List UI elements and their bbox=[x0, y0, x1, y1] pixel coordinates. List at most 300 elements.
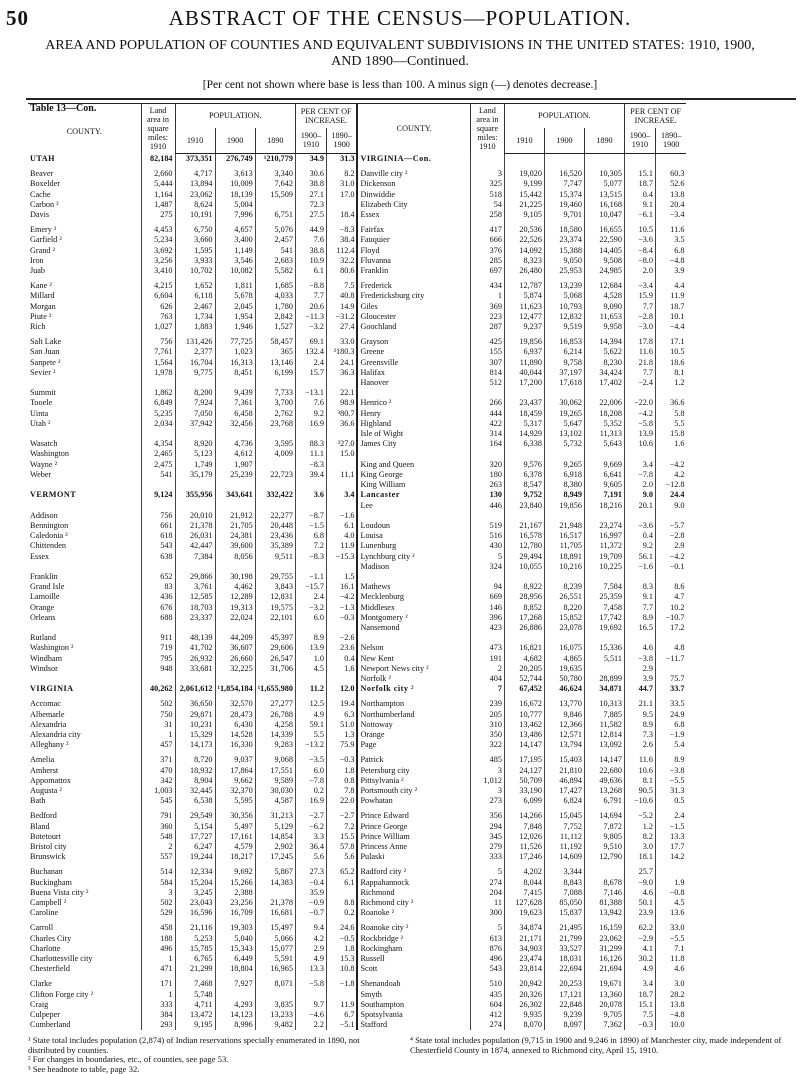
pop-1910-cell: 12,585 bbox=[175, 592, 215, 602]
pop-1910-cell: 3,660 bbox=[175, 235, 215, 245]
pct-1900-1910-cell: −8.3 bbox=[295, 460, 326, 470]
pct-1900-1910-cell: 20.6 bbox=[295, 302, 326, 312]
pop-1890-cell: 23,062 bbox=[584, 934, 624, 944]
pop-1890-cell: 23,768 bbox=[255, 419, 295, 429]
land-area-cell: 1,487 bbox=[141, 200, 175, 210]
pop-1890-cell: 12,814 bbox=[584, 730, 624, 740]
pop-1910-cell: 2,061,612 bbox=[175, 684, 215, 694]
pop-1890-cell: 13,515 bbox=[584, 190, 624, 200]
pop-1890-cell: 13,092 bbox=[584, 740, 624, 750]
pct-1890-1900-cell: 65.2 bbox=[326, 867, 357, 877]
pop-1900-cell: 3,344 bbox=[544, 867, 584, 877]
pct-1890-1900-cell: 4.7 bbox=[655, 592, 686, 602]
pct-1890-1900-cell bbox=[655, 511, 686, 521]
land-area-cell: 496 bbox=[470, 954, 504, 964]
pop-1900-cell: 14,528 bbox=[215, 730, 255, 740]
pct-1890-1900-cell: 14.2 bbox=[655, 852, 686, 862]
pop-1910-cell: 7,848 bbox=[504, 822, 544, 832]
county-name: Sevier ² bbox=[30, 367, 56, 377]
pct-1900-1910-cell: 7.6 bbox=[295, 398, 326, 408]
pop-1900-cell: 22,694 bbox=[544, 964, 584, 974]
pop-1890-cell: 10,305 bbox=[584, 169, 624, 179]
pop-1910-cell: 10,055 bbox=[504, 562, 544, 572]
county-name: Buena Vista city ² bbox=[30, 887, 89, 897]
county-name: Washington bbox=[30, 449, 69, 459]
land-area-cell: 146 bbox=[470, 603, 504, 613]
pct-1900-1910-cell: 21.1 bbox=[624, 699, 655, 709]
table-row bbox=[28, 755, 686, 765]
pop-1890-cell bbox=[255, 674, 295, 684]
pop-1890-cell bbox=[584, 664, 624, 674]
county-name: Alexandria city bbox=[30, 729, 81, 739]
county-name: Dinwiddie bbox=[357, 190, 470, 200]
land-area-cell: 543 bbox=[470, 964, 504, 974]
pct-1890-1900-cell: 11.6 bbox=[655, 225, 686, 235]
table-row bbox=[28, 623, 686, 633]
pop-1900-cell: 16,313 bbox=[215, 358, 255, 368]
pop-1890-cell: 35,389 bbox=[255, 541, 295, 551]
table-row bbox=[28, 908, 686, 918]
pop-1890-cell: ¹1,655,980 bbox=[255, 684, 295, 694]
pct-1900-1910-cell: 2.6 bbox=[624, 740, 655, 750]
county-name: Botetourt bbox=[30, 831, 61, 841]
table-row bbox=[28, 398, 686, 408]
county-name: Fauquier bbox=[357, 235, 470, 245]
pct-1900-1910-cell: 59.1 bbox=[295, 720, 326, 730]
pop-1910-cell: 15,442 bbox=[504, 190, 544, 200]
pct-1900-1910-cell: 11.2 bbox=[295, 684, 326, 694]
table-row bbox=[28, 643, 686, 653]
pop-1900-cell bbox=[215, 674, 255, 684]
pop-1900-cell: 17,864 bbox=[215, 766, 255, 776]
pct-1900-1910-cell: 4.9 bbox=[624, 964, 655, 974]
pop-1890-cell: 9,068 bbox=[255, 755, 295, 765]
pct-1890-1900-cell: 8.9 bbox=[655, 755, 686, 765]
pop-1890-cell: 29,606 bbox=[255, 643, 295, 653]
pct-1900-1910-cell: 16.9 bbox=[295, 796, 326, 806]
pop-1900-cell: 9,050 bbox=[544, 256, 584, 266]
county-name: Cache bbox=[30, 189, 51, 199]
year-1910-header: 1910 bbox=[175, 128, 215, 154]
county-name bbox=[28, 378, 141, 388]
table-label: Table 13—Con. bbox=[30, 103, 97, 114]
pct-1900-1910-cell: −0.7 bbox=[295, 908, 326, 918]
pop-1890-cell: 31,299 bbox=[584, 944, 624, 954]
pct-1890-1900-cell: 1.8 bbox=[326, 766, 357, 776]
pct-1890-1900-cell: 13.8 bbox=[655, 190, 686, 200]
pct-1900-1910-cell: 1.2 bbox=[624, 822, 655, 832]
pop-1900-cell: 1,946 bbox=[215, 322, 255, 332]
pct-1900-1910-cell: 10.5 bbox=[624, 225, 655, 235]
pop-1890-cell: 6,791 bbox=[584, 796, 624, 806]
pop-1910-cell: 9,105 bbox=[504, 210, 544, 220]
pop-1900-cell: 1,954 bbox=[215, 312, 255, 322]
pop-1890-cell: 12,831 bbox=[255, 592, 295, 602]
pop-1890-cell: 16,681 bbox=[255, 908, 295, 918]
pct-1900-1910-cell: 4.5 bbox=[295, 664, 326, 674]
pop-1890-cell: 15,077 bbox=[255, 944, 295, 954]
pop-1900-cell: 11,192 bbox=[544, 842, 584, 852]
pop-1900-cell: 11,705 bbox=[544, 541, 584, 551]
pop-1890-cell: 26,547 bbox=[255, 654, 295, 664]
pop-1890-cell: 9,705 bbox=[584, 1010, 624, 1020]
pct-1900-1910-cell: −7.8 bbox=[624, 470, 655, 480]
county-name: Weber bbox=[30, 469, 52, 479]
table-row bbox=[28, 633, 686, 643]
county-name: Clifton Forge city ² bbox=[30, 989, 94, 999]
pct-1890-1900-cell: 51.0 bbox=[326, 720, 357, 730]
pop-1910-cell: 8,922 bbox=[504, 582, 544, 592]
pop-1910-cell: 19,856 bbox=[504, 337, 544, 347]
county-name: Uinta bbox=[30, 408, 49, 418]
county-name: Iron bbox=[30, 255, 44, 265]
land-area-cell: 5 bbox=[470, 867, 504, 877]
pct-1890-1900-cell: 36.6 bbox=[326, 419, 357, 429]
pop-1900-cell bbox=[544, 572, 584, 582]
pct-1890-1900-cell: 3.5 bbox=[655, 235, 686, 245]
land-area-cell: 204 bbox=[470, 888, 504, 898]
pct-1890-1900-cell: 75.7 bbox=[655, 674, 686, 684]
table-row bbox=[28, 923, 686, 933]
pop-1890-cell: 15,336 bbox=[584, 643, 624, 653]
land-area-header-right: Land area in square miles: 1910 bbox=[470, 104, 504, 154]
land-area-cell: 435 bbox=[470, 990, 504, 1000]
pop-1890-cell: 9,669 bbox=[584, 460, 624, 470]
pct-1890-1900-cell: 3.4 bbox=[326, 490, 357, 500]
pct-1890-1900-cell: 5.4 bbox=[655, 740, 686, 750]
pct-1900-1910-cell: −2.4 bbox=[624, 378, 655, 388]
table-row bbox=[28, 582, 686, 592]
pop-1900-cell: 30,062 bbox=[544, 398, 584, 408]
pop-1890-cell: 29,755 bbox=[255, 572, 295, 582]
land-area-cell: 412 bbox=[470, 1010, 504, 1020]
land-area-cell: 3 bbox=[470, 169, 504, 179]
pct-1900-1910-cell: 15.7 bbox=[295, 368, 326, 378]
top-rule bbox=[26, 98, 796, 100]
county-name: Goochland bbox=[357, 322, 470, 332]
pop-1900-cell: 15,837 bbox=[544, 908, 584, 918]
pop-1890-cell: 12,684 bbox=[584, 281, 624, 291]
county-name: Lamoille bbox=[30, 592, 60, 602]
pct-1890-1900-cell: 19.4 bbox=[326, 699, 357, 709]
county-name bbox=[28, 674, 141, 684]
pct-1890-1900-cell: 31.3 bbox=[655, 786, 686, 796]
pop-1900-cell: 17,121 bbox=[544, 990, 584, 1000]
pop-1910-cell: 15,785 bbox=[175, 944, 215, 954]
pop-1890-cell: 2,842 bbox=[255, 312, 295, 322]
table-row bbox=[28, 832, 686, 842]
pct-1890-1900-cell: 6.1 bbox=[326, 878, 357, 888]
county-name bbox=[28, 480, 141, 490]
pop-1900-cell: 9,239 bbox=[544, 1010, 584, 1020]
table-row bbox=[28, 811, 686, 821]
pct-1900-1910-cell bbox=[295, 378, 326, 388]
pop-1910-cell: 21,171 bbox=[504, 934, 544, 944]
pop-1910-cell: 6,247 bbox=[175, 842, 215, 852]
pop-1890-cell: ¹210,779 bbox=[255, 154, 295, 165]
land-area-cell: 342 bbox=[141, 776, 175, 786]
table-row bbox=[28, 256, 686, 266]
pct-1890-1900-cell: 80.6 bbox=[326, 266, 357, 276]
land-area-cell: 510 bbox=[470, 979, 504, 989]
pop-1900-cell: 8,239 bbox=[544, 582, 584, 592]
pop-1910-cell bbox=[175, 623, 215, 633]
pop-1890-cell: 2,457 bbox=[255, 235, 295, 245]
county-name: Grand Isle bbox=[30, 582, 65, 592]
land-area-cell: 82,184 bbox=[141, 154, 175, 165]
pct-1890-1900-cell: −1.3 bbox=[326, 603, 357, 613]
county-name: Norfolk city ² bbox=[357, 684, 470, 694]
pct-1890-1900-cell: 31.0 bbox=[326, 179, 357, 189]
pct-1900-1910-cell: 6.8 bbox=[295, 531, 326, 541]
county-name: Utah ² bbox=[30, 418, 51, 428]
pop-1910-cell: 19,020 bbox=[504, 169, 544, 179]
pop-1890-cell: 11,582 bbox=[584, 720, 624, 730]
pct-1890-1900-cell: 24.1 bbox=[326, 358, 357, 368]
county-name: Pulaski bbox=[357, 852, 470, 862]
pop-1910-cell: 131,426 bbox=[175, 337, 215, 347]
pop-1910-cell: 42,447 bbox=[175, 541, 215, 551]
land-area-cell: 3,692 bbox=[141, 246, 175, 256]
table-header bbox=[28, 104, 686, 154]
pct-1890-1900-cell: 23.6 bbox=[326, 643, 357, 653]
table-title-line-1: AREA AND POPULATION OF COUNTIES AND EQUIVALENT SUBDIVISIONS IN THE UNITED STATES: 1910, 1900, bbox=[45, 38, 755, 53]
pop-1900-cell: 10,009 bbox=[215, 179, 255, 189]
pct-1890-1900-cell: −0.8 bbox=[655, 888, 686, 898]
table-row bbox=[28, 613, 686, 623]
pop-1890-cell: 11,653 bbox=[584, 312, 624, 322]
pop-1890-cell: 9,511 bbox=[255, 552, 295, 562]
pop-1900-cell: 4,865 bbox=[544, 654, 584, 664]
pct-1900-1910-cell: 2.9 bbox=[295, 944, 326, 954]
pct-1890-1900-cell: 2.9 bbox=[655, 541, 686, 551]
land-area-cell bbox=[470, 388, 504, 398]
land-area-cell: 485 bbox=[470, 755, 504, 765]
pct-1890-1900-cell: ³180.3 bbox=[326, 347, 357, 357]
pop-1900-cell: 3,400 bbox=[215, 235, 255, 245]
pop-1910-cell bbox=[175, 378, 215, 388]
pop-1890-cell: 1,780 bbox=[255, 302, 295, 312]
pct-1890-1900-cell: 17.1 bbox=[655, 337, 686, 347]
pop-1900-cell: 8,056 bbox=[215, 552, 255, 562]
land-area-cell: 371 bbox=[141, 755, 175, 765]
pct-1900-1910-cell: −8.7 bbox=[295, 511, 326, 521]
pop-1890-cell: 7,885 bbox=[584, 710, 624, 720]
land-area-cell: 425 bbox=[470, 337, 504, 347]
pct-1900-1910-cell: −6.1 bbox=[624, 210, 655, 220]
pct-1890-1900-cell bbox=[326, 674, 357, 684]
pct-1900-1910-cell: 27.5 bbox=[295, 210, 326, 220]
pop-1910-cell: 6,765 bbox=[175, 954, 215, 964]
land-area-cell bbox=[141, 501, 175, 511]
pct-1890-1900-cell: 15.3 bbox=[326, 954, 357, 964]
pct-1900-1910-cell: −9.0 bbox=[624, 878, 655, 888]
pop-1900-cell: 3,613 bbox=[215, 169, 255, 179]
pop-1910-cell: 15,329 bbox=[175, 730, 215, 740]
pct-1900-1910-cell: −0.4 bbox=[295, 878, 326, 888]
pop-1890-cell: 19,575 bbox=[255, 603, 295, 613]
pop-1900-cell: 14,609 bbox=[544, 852, 584, 862]
pop-1890-cell: 22,590 bbox=[584, 235, 624, 245]
pop-1890-cell: 21,378 bbox=[255, 898, 295, 908]
pop-1900-cell bbox=[544, 154, 584, 165]
pop-1910-cell: 10,702 bbox=[175, 266, 215, 276]
pct-1890-1900-cell bbox=[326, 501, 357, 511]
table-row bbox=[28, 190, 686, 200]
pct-1900-1910-cell: 3.0 bbox=[624, 842, 655, 852]
pct-1900-1910-cell: −11.3 bbox=[295, 312, 326, 322]
pop-1890-cell: 5,352 bbox=[584, 419, 624, 429]
pop-1910-cell: 6,118 bbox=[175, 291, 215, 301]
land-area-cell: 444 bbox=[470, 409, 504, 419]
county-name: Carroll bbox=[30, 923, 54, 933]
table-row bbox=[28, 388, 686, 398]
county-name: Lynchburg city ² bbox=[357, 552, 470, 562]
county-name: Beaver bbox=[30, 169, 54, 179]
pct-1900-1910-cell: 15.1 bbox=[624, 1000, 655, 1010]
pct-1900-1910-cell: 36.4 bbox=[295, 842, 326, 852]
pop-1890-cell: 365 bbox=[255, 347, 295, 357]
county-name: Greene bbox=[357, 347, 470, 357]
pct-1890-1900-cell: 38.4 bbox=[326, 235, 357, 245]
pop-1910-cell: 6,378 bbox=[504, 470, 544, 480]
pct-1900-1910-header-right: 1900–1910 bbox=[624, 128, 655, 154]
pct-1900-1910-cell: 16.9 bbox=[295, 419, 326, 429]
pct-1900-1910-cell: 15.1 bbox=[624, 169, 655, 179]
pop-1890-cell: 5,867 bbox=[255, 867, 295, 877]
pct-1890-1900-cell: 0.4 bbox=[326, 654, 357, 664]
land-area-cell: 1 bbox=[141, 990, 175, 1000]
pct-1900-1910-cell: 11.6 bbox=[624, 347, 655, 357]
pop-1900-cell: 1,811 bbox=[215, 281, 255, 291]
land-area-cell: 3 bbox=[470, 766, 504, 776]
pop-1900-cell: 5,732 bbox=[544, 439, 584, 449]
pop-1900-cell: 85,050 bbox=[544, 898, 584, 908]
table-row bbox=[28, 266, 686, 276]
county-name: Spotsylvania bbox=[357, 1010, 470, 1020]
pct-1890-1900-cell: 4.5 bbox=[655, 898, 686, 908]
pop-1900-cell: 1,149 bbox=[215, 246, 255, 256]
land-area-cell: 2,660 bbox=[141, 169, 175, 179]
land-area-cell: 436 bbox=[141, 592, 175, 602]
pop-1890-cell bbox=[255, 888, 295, 898]
pop-1890-cell: 24,985 bbox=[584, 266, 624, 276]
pct-1890-1900-cell: −4.2 bbox=[655, 460, 686, 470]
pop-1890-cell: 22,680 bbox=[584, 766, 624, 776]
table-row bbox=[28, 842, 686, 852]
pop-1900-cell: 22,848 bbox=[544, 1000, 584, 1010]
pop-1900-cell: 30,198 bbox=[215, 572, 255, 582]
county-name: Wayne ² bbox=[30, 459, 58, 469]
state-name: UTAH bbox=[30, 153, 56, 163]
pct-1890-1900-cell: 4.4 bbox=[655, 281, 686, 291]
land-area-cell bbox=[141, 480, 175, 490]
pop-1890-cell: 16,655 bbox=[584, 225, 624, 235]
county-name: Charlottesville city bbox=[30, 954, 93, 964]
pct-1890-1900-cell: 60.3 bbox=[655, 169, 686, 179]
pop-1910-cell: 16,704 bbox=[175, 358, 215, 368]
county-name: Buchanan bbox=[30, 867, 63, 877]
land-area-cell: 1,164 bbox=[141, 190, 175, 200]
year-1910-header-right: 1910 bbox=[504, 128, 544, 154]
pct-1890-1900-cell bbox=[655, 572, 686, 582]
county-name: Petersburg city bbox=[357, 766, 470, 776]
county-name: Southampton bbox=[357, 1000, 470, 1010]
pop-1900-cell bbox=[215, 990, 255, 1000]
pop-1900-cell: 9,701 bbox=[544, 210, 584, 220]
pop-1890-cell: 9,510 bbox=[584, 842, 624, 852]
pct-1900-1910-cell: 56.1 bbox=[624, 552, 655, 562]
pop-1890-cell: 18,216 bbox=[584, 501, 624, 511]
pop-1900-cell: 16,853 bbox=[544, 337, 584, 347]
pop-1890-cell: 3,843 bbox=[255, 582, 295, 592]
pct-1890-1900-cell: 10.8 bbox=[326, 964, 357, 974]
land-area-cell: 661 bbox=[141, 521, 175, 531]
pop-1890-cell: 45,397 bbox=[255, 633, 295, 643]
pct-1900-1910-cell: 9.2 bbox=[295, 409, 326, 419]
pct-1900-1910-cell: 7.3 bbox=[624, 730, 655, 740]
pop-1910-cell: 20,536 bbox=[504, 225, 544, 235]
pop-1910-cell: 1,652 bbox=[175, 281, 215, 291]
county-name bbox=[357, 449, 470, 459]
pct-1890-1900-cell: 24.9 bbox=[655, 710, 686, 720]
pct-1890-1900-cell: −8.3 bbox=[326, 225, 357, 235]
county-name: Fairfax bbox=[357, 225, 470, 235]
county-name: Montgomery ² bbox=[357, 613, 470, 623]
table-row bbox=[28, 281, 686, 291]
land-area-cell bbox=[141, 378, 175, 388]
pop-1900-cell: 7,996 bbox=[215, 210, 255, 220]
land-area-cell: 519 bbox=[470, 521, 504, 531]
pop-1890-cell: 30,030 bbox=[255, 786, 295, 796]
footnote: ³ See headnote to table, page 32. bbox=[28, 1063, 140, 1074]
county-name: Rockbridge ² bbox=[357, 934, 470, 944]
pop-1910-cell: 16,672 bbox=[504, 699, 544, 709]
pct-1890-1900-cell: 98.9 bbox=[326, 398, 357, 408]
pop-1910-cell: 3,933 bbox=[175, 256, 215, 266]
pct-1890-1900-cell: −5.5 bbox=[655, 776, 686, 786]
pct-1890-1900-cell: 3.0 bbox=[655, 979, 686, 989]
pct-1890-1900-cell: −1.6 bbox=[326, 511, 357, 521]
pct-1890-1900-cell: 2.4 bbox=[655, 811, 686, 821]
pct-1890-1900-cell: 6.1 bbox=[326, 521, 357, 531]
pct-1890-1900-cell: −2.6 bbox=[326, 633, 357, 643]
land-area-cell: 795 bbox=[141, 654, 175, 664]
pct-1900-1910-cell: 11.1 bbox=[295, 449, 326, 459]
pct-1900-1910-cell: 16.5 bbox=[624, 623, 655, 633]
pop-1890-cell: 5,643 bbox=[584, 439, 624, 449]
pct-1890-1900-cell: −4.8 bbox=[655, 1010, 686, 1020]
pct-1890-1900-cell: 8.2 bbox=[326, 169, 357, 179]
pop-1910-cell: 20,326 bbox=[504, 990, 544, 1000]
pct-1900-1910-cell: 10.6 bbox=[624, 439, 655, 449]
pop-1900-cell: 4,736 bbox=[215, 439, 255, 449]
county-name: Mecklenburg bbox=[357, 592, 470, 602]
pop-1900-cell: 13,770 bbox=[544, 699, 584, 709]
pct-1890-1900-cell: 11.9 bbox=[326, 1000, 357, 1010]
county-name: Bedford bbox=[30, 811, 57, 821]
pct-1890-1900-cell bbox=[326, 480, 357, 490]
pop-1910-cell: 9,775 bbox=[175, 368, 215, 378]
pop-1900-cell: 343,641 bbox=[215, 490, 255, 500]
pop-1890-cell: 6,751 bbox=[255, 210, 295, 220]
table-row bbox=[28, 552, 686, 562]
pct-1900-1910-cell: −7.8 bbox=[295, 776, 326, 786]
pop-1890-cell bbox=[255, 990, 295, 1000]
land-area-cell: 5,235 bbox=[141, 409, 175, 419]
county-name bbox=[357, 633, 470, 643]
pop-1890-cell: 3,835 bbox=[255, 1000, 295, 1010]
